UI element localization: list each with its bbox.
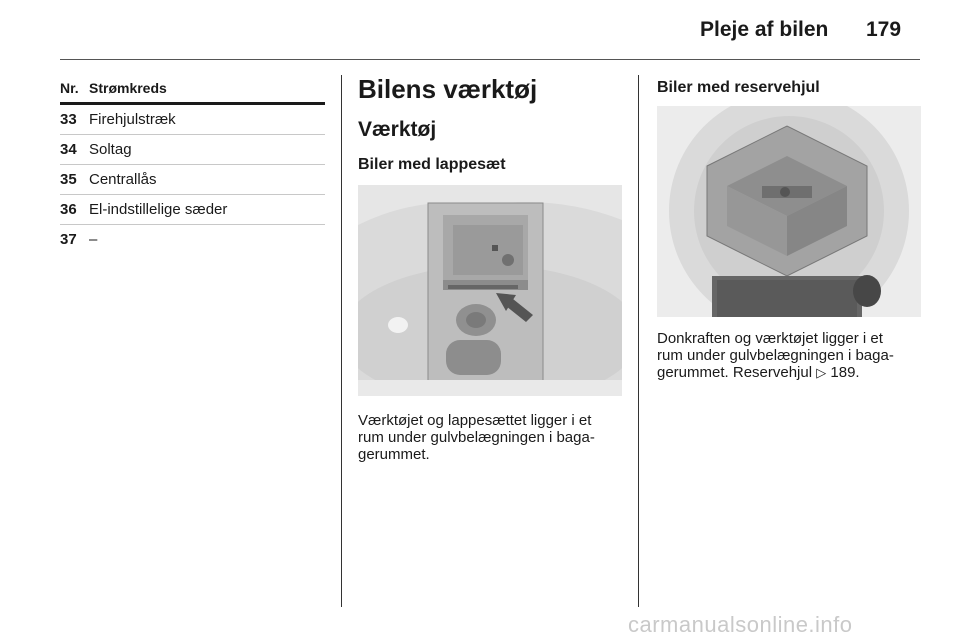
table-row (60, 195, 325, 225)
caption-line-last (657, 364, 921, 381)
row-circuit: Centrallås (89, 171, 157, 188)
page-reference-link[interactable]: 189. (830, 364, 860, 381)
row-nr: 33 (60, 111, 77, 128)
section-subtitle: Værktøj (358, 118, 437, 141)
row-nr: 35 (60, 171, 77, 188)
row-nr: 36 (60, 201, 77, 218)
header-rule (60, 59, 920, 60)
table-row (60, 135, 325, 165)
row-circuit: El-indstillelige sæder (89, 201, 228, 218)
row-nr: 37 (60, 231, 77, 248)
header-circuit: Strømkreds (89, 80, 167, 96)
column-divider (638, 75, 639, 607)
spare-wheel-photo (657, 106, 921, 317)
page-header-title: Pleje af bilen (700, 18, 829, 41)
fuse-table (60, 80, 325, 254)
caption-line: rum under gulvbelægningen i baga- (657, 347, 894, 364)
row-nr: 34 (60, 141, 77, 158)
page-number: 179 (866, 18, 902, 41)
caption-line: Donkraften og værktøjet ligger i et (657, 330, 883, 347)
arrow-ref-icon: ▷ (816, 365, 827, 380)
row-circuit: – (89, 231, 98, 248)
table-header (60, 80, 325, 105)
row-circuit: Firehjulstræk (89, 111, 176, 128)
caption-line: gerummet. (358, 446, 430, 463)
section-title: Bilens værktøj (358, 74, 538, 104)
repair-kit-photo (358, 185, 622, 396)
header-nr: Nr. (60, 80, 79, 96)
caption-line: Værktøjet og lappesættet ligger i et (358, 412, 592, 429)
spare-wheel-caption (657, 330, 921, 381)
watermark: carmanualsonline.info (628, 612, 853, 637)
table-row (60, 165, 325, 195)
table-row (60, 225, 325, 254)
caption-line: rum under gulvbelægningen i baga- (358, 429, 595, 446)
repair-kit-caption (358, 412, 622, 463)
caption-text: gerummet. Reservehjul (657, 364, 813, 381)
spare-wheel-heading: Biler med reservehjul (657, 79, 820, 96)
table-row (60, 105, 325, 135)
column-divider (341, 75, 342, 607)
repair-kit-heading: Biler med lappesæt (358, 156, 506, 173)
row-circuit: Soltag (89, 141, 132, 158)
